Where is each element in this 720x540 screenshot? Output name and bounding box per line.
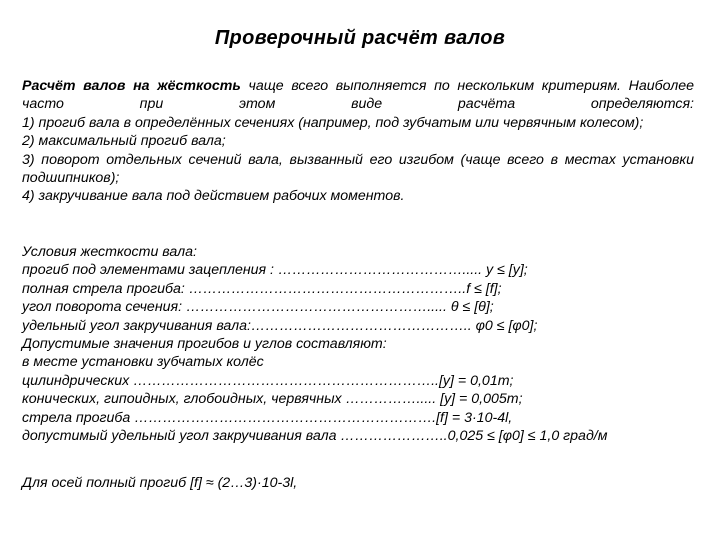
allowable-twist-formula: 0,025 ≤ [φ0] ≤ 1,0 град/м [447,428,608,445]
intro-paragraph [22,77,694,114]
criteria-item-2: 2) максимальный прогиб вала; [22,133,226,150]
allowable-cylindrical-formula: [y] = 0,01m; [438,372,514,389]
allowable-conical [22,390,694,408]
condition-deflection-label: прогиб под элементами зацепления : [22,262,278,279]
criteria-item-3: 3) поворот отдельных сечений вала, вызванный его изгибом (чаще всего в местах установки подшипников); [22,151,694,187]
condition-twist-formula: φ0 ≤ [φ0]; [475,317,538,334]
leader-dots: ……………..... [345,391,441,408]
intro-block [22,77,694,206]
condition-full-deflection-formula: f ≤ [f]; [466,280,502,297]
intro-lead-bold: Расчёт валов на жёсткость [22,78,241,94]
allowable-values-heading: Допустимые значения прогибов и углов составляют: [22,336,387,353]
conditions-block [22,243,694,445]
condition-deflection-formula: y ≤ [y]; [486,262,528,279]
leader-dots: ………………….. [340,428,448,445]
condition-full-deflection [22,280,694,298]
allowable-sag-formula: [f] = 3·10-4l, [436,409,513,426]
gear-place-line: в месте установки зубчатых колёс [22,354,264,371]
leader-dots: …………………………………..... [277,262,487,279]
allowable-sag [22,409,694,427]
leader-dots: ……………………………………………..... [186,299,451,316]
criteria-item-1: 1) прогиб вала в определённых сечениях (например, под зубчатым или червячным колесом); [22,114,644,131]
allowable-twist [22,427,694,445]
allowable-cylindrical [22,372,694,390]
allowable-cylindrical-label: цилиндрических [22,372,134,389]
leader-dots: ……………………………………………………….. [133,372,439,389]
leader-dots: ………………………………………………………. [134,409,437,426]
condition-rotation-formula: θ ≤ [θ]; [450,299,494,316]
allowable-conical-formula: [y] = 0,005m; [440,391,523,408]
condition-twist-label: удельный угол закручивания вала: [22,317,251,334]
slide-title: Проверочный расчёт валов [214,27,506,49]
condition-rotation-label: угол поворота сечения: [22,299,186,316]
condition-deflection [22,261,694,279]
condition-rotation [22,298,694,316]
allowable-twist-label: допустимый удельный угол закручивания вала [22,428,341,445]
allowable-sag-label: стрела прогиба [22,409,135,426]
criteria-item-4: 4) закручивание вала под действием рабочих моментов. [22,188,405,205]
condition-full-deflection-label: полная стрела прогиба: [22,280,189,297]
axes-note-block [22,474,694,492]
allowable-conical-label: конических, гипоидных, глобоидных, червячных [22,391,346,408]
leader-dots: ………………………………………………….. [188,280,467,297]
conditions-heading: Условия жесткости вала: [22,244,197,260]
condition-twist [22,317,694,335]
axes-note: Для осей полный прогиб [f] ≈ (2…3)·10-3l, [22,475,298,491]
leader-dots: ……………………………………….. [250,317,476,334]
intro-lead-rest: чаще всего выполняется по нескольким критериям. Наиболее часто при этом виде расчёта определяются: [22,78,694,113]
